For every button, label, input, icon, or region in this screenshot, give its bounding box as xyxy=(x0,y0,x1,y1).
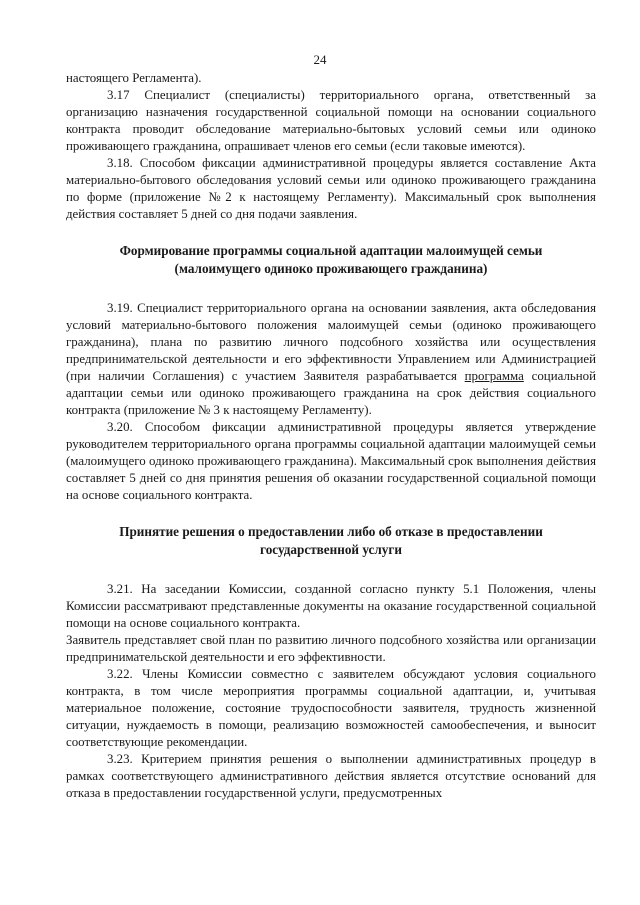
paragraph-continuation: настоящего Регламента). xyxy=(66,71,202,85)
section-heading-program-line1: Формирование программы социальной адаптации малоимущей семьи xyxy=(119,243,543,258)
section-heading-decision-line2: государственной услуги xyxy=(260,542,402,557)
paragraph-3-19-text-end: социальной адаптации семьи или одиноко проживающего гражданина на срок действия социального контракта (приложение № 3 к настоящему Регламенту). xyxy=(66,369,596,417)
document-body xyxy=(66,70,596,802)
paragraph-3-19 xyxy=(66,300,596,419)
section-heading-program xyxy=(66,242,596,278)
paragraph-3-18: 3.18. Способом фиксации административной процедуры является составление Акта материально-бытового обследования условий семьи или одиноко проживающего гражданина по форме (приложение №2 к настоящему Регламенту). Максимальный срок выполнения действия составляет 5 дней со дня подачи заявления. xyxy=(66,156,596,221)
paragraph-3-21: 3.21. На заседании Комиссии, созданной согласно пункту 5.1 Положения, члены Комиссии рассматривают представленные документы на оказание государственной социальной помощи на основе социального контракта. xyxy=(66,582,596,630)
section-heading-program-line2: (малоимущего одиноко проживающего гражданина) xyxy=(174,261,488,276)
program-link[interactable]: программа xyxy=(464,369,524,383)
section-heading-decision xyxy=(66,523,596,559)
section-heading-decision-line1: Принятие решения о предоставлении либо об отказе в предоставлении xyxy=(119,524,543,539)
paragraph-3-22: 3.22. Члены Комиссии совместно с заявителем обсуждают условия социального контракта, в том числе мероприятия программы социальной адаптации, и, учитывая материальное положение, состояние трудоспособности заявителя, трудность жизненной ситуации, нуждаемость в помощи, реализацию возможностей самообеспечения, и выносит соответствующие рекомендации. xyxy=(66,667,596,749)
paragraph-3-23: 3.23. Критерием принятия решения о выполнении административных процедур в рамках соответствующего административного действия является отсутствие оснований для отказа в предоставлении государственной услуги, предусмотренных xyxy=(66,752,596,800)
page-number: 24 xyxy=(313,52,327,67)
paragraph-3-19-text-start: 3.19. Специалист территориального органа на основании заявления, акта обследования условий материально-бытового положения малоимущей семьи (одиноко проживающего гражданина), плана по развитию личного подсобного хозяйства или осуществления предпринимательской деятельности и его эффективности Управлением или Администрацией (при наличии Соглашения) с участием Заявителя разрабатывается xyxy=(66,301,596,383)
paragraph-applicant-plan: Заявитель представляет свой план по развитию личного подсобного хозяйства или организации предпринимательской деятельности и его эффективности. xyxy=(66,633,596,664)
paragraph-3-20: 3.20. Способом фиксации административной процедуры является утверждение руководителем территориального органа программы социальной адаптации малоимущей семьи (малоимущего одиноко проживающего гражданина). Максимальный срок выполнения действия составляет 5 дней со дня принятия решения об оказании государственной социальной помощи на основе социального контракта. xyxy=(66,420,596,502)
paragraph-3-17: 3.17 Специалист (специалисты) территориального органа, ответственный за организацию назначения государственной социальной помощи на основании социального контракта проводит обследование материально-бытовых условий семьи или одиноко проживающего гражданина, опрашивает членов его семьи (если таковые имеются). xyxy=(66,88,596,153)
